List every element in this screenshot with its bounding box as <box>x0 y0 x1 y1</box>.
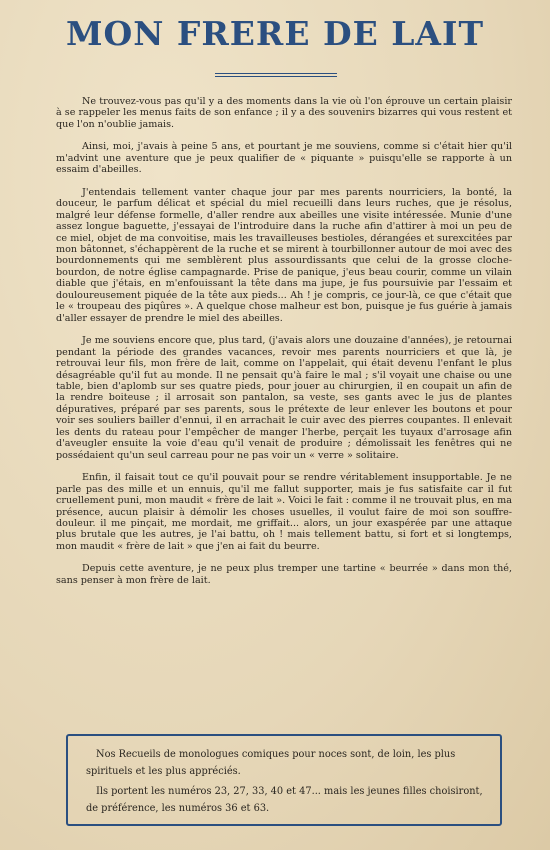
page-title: MON FRERE DE LAIT <box>65 14 485 53</box>
paragraph: Enfin, il faisait tout ce qu'il pouvait pour se rendre véritablement insupportable. Je ne parle pas des mille et un ennuis, qu'il me fallut supporter, mais je fus satisfaite car il fut cruellement puni, mon maudit « frère de lait ». Voici le fait : comme il ne trouvait plus, en ma présence, aucun plaisir à démolir les choses usuelles, il voulut faire de moi son souffre-douleur. il me pinçait, me mordait, me griffait... alors, un jour exaspérée par une attaque plus brutale que les autres, je l'ai battu, oh ! mais tellement battu, si fort et si longtemps, mon maudit « frère de lait » que j'en ai fait du beurre. <box>56 472 512 552</box>
title-divider <box>215 73 337 77</box>
paragraph: J'entendais tellement vanter chaque jour par mes parents nourriciers, la bonté, la douceur, le parfum délicat et spécial du miel recueilli dans leurs ruches, que je résolus, malgré leur défense formelle, d'aller rendre aux abeilles une visite intéressée. Munie d'une assez longue baguette, j'essayai de l'introduire dans la ruche afin d'attirer à moi un peu de ce miel, objet de ma convoitise, mais les travailleuses bestioles, dérangées et surexcitées par mon bâtonnet, s'échappèrent de la ruche et se mirent à tourbillonner autour de moi avec des bourdonnements qui me semblèrent plus assourdissants que celui de la grosse cloche-bourdon, de notre église campagnarde. Prise de panique, j'eus beau courir, comme un vilain diable que j'étais, en m'enfouissant la tête dans ma jupe, je fus poursuivie par l'essaim et douloureusement piquée de la tête aux pieds... Ah ! je compris, ce jour-là, ce que c'était que le « troupeau des piqûres ». A quelque chose malheur est bon, puisque je fus guérie à jamais d'aller essayer de prendre le miel des abeilles. <box>56 186 512 324</box>
story-body <box>56 96 512 586</box>
notice-line: Nos Recueils de monologues comiques pour noces sont, de loin, les plus spirituels et les plus appréciés. <box>86 749 456 777</box>
advertisement-box <box>66 734 502 826</box>
paragraph: Je me souviens encore que, plus tard, (j'avais alors une douzaine d'années), je retournai pendant la période des grandes vacances, revoir mes parents nourriciers et que là, je retrouvai leur fils, mon frère de lait, comme on l'appelait, qui était devenu l'enfant le plus désagréable qu'il fut au monde. Il ne pensait qu'à faire le mal ; s'il voyait une chaise ou une table, bien d'aplomb sur ses quatre pieds, pour jouer au chirurgien, il en coupait un afin de la rendre boiteuse ; il arrosait son pantalon, sa veste, ses gants avec le jus de plantes dépuratives, préparé par ses parents, sous le prétexte de leur enlever les boutons et pour voir ses souliers bailler d'ennui, il en arrachait le cuir avec des pierres coupantes. Il enlevait les dents du rateau pour l'empêcher de manger l'herbe, perçait les tuyaux d'arrosage afin d'aveugler ensuite la voie d'eau qu'il venait de produire ; démolissait les fenêtres qui ne possédaient qu'un seul carreau pour ne pas voir un « verre » solitaire. <box>56 335 512 461</box>
paragraph: Ne trouvez-vous pas qu'il y a des moments dans la vie où l'on éprouve un certain plaisir à se rappeler les menus faits de son enfance ; il y a des souvenirs bizarres qui vous restent et que l'on n'oublie jamais. <box>56 96 512 130</box>
notice-line: Ils portent les numéros 23, 27, 33, 40 et 47... mais les jeunes filles choisiront, de préférence, les numéros 36 et 63. <box>86 786 483 814</box>
paragraph: Ainsi, moi, j'avais à peine 5 ans, et pourtant je me souviens, comme si c'était hier qu'il m'advint une aventure que je peux qualifier de « piquante » puisqu'elle se rapporte à un essaim d'abeilles. <box>56 141 512 176</box>
paragraph: Depuis cette aventure, je ne peux plus tremper une tartine « beurrée » dans mon thé, sans penser à mon frère de lait. <box>56 563 512 586</box>
